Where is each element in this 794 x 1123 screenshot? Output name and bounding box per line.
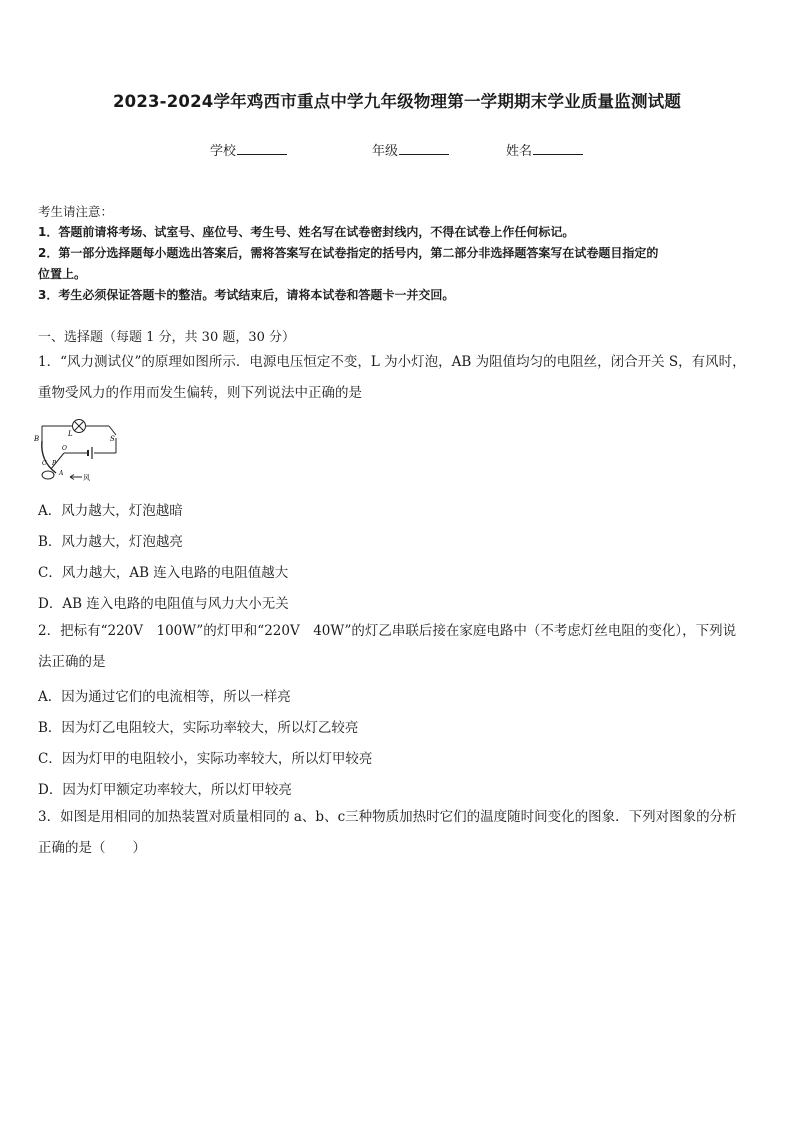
- question-2-option-b[interactable]: B．因为灯乙电阻较大，实际功率较大，所以灯乙较亮: [38, 720, 359, 736]
- question-3: [38, 802, 758, 864]
- page-title: 2023-2024学年鸡西市重点中学九年级物理第一学期期末学业质量监测试题: [112, 92, 682, 111]
- notes-item: 3．考生必须保证答题卡的整洁。考试结束后，请将本试卷和答题卡一并交回。: [38, 288, 455, 302]
- question-1-option-a[interactable]: A．风力越大，灯泡越暗: [38, 503, 183, 519]
- notes-heading: 考生请注意：: [38, 204, 114, 219]
- grade-field: [372, 140, 449, 159]
- label-l: L: [68, 430, 73, 438]
- school-field: [210, 140, 287, 159]
- question-2: [38, 616, 758, 678]
- question-3-line: 正确的是（ ）: [38, 840, 146, 856]
- label-p: P: [52, 460, 57, 467]
- question-2-option-a[interactable]: A．因为通过它们的电流相等，所以一样亮: [38, 689, 291, 705]
- grade-label: 年级: [372, 144, 399, 159]
- switch-icon: [109, 426, 116, 435]
- question-3-line: 3．如图是用相同的加热装置对质量相同的 a、b、c三种物质加热时它们的温度随时间变化的图象．下列对图象的分析: [38, 809, 737, 825]
- notes-item: 位置上。: [38, 267, 87, 281]
- name-label: 姓名: [506, 144, 533, 159]
- notes-item: 2．第一部分选择题每小题选出答案后，需将答案写在试卷指定的括号内，第二部分非选择题答案写在试卷题目指定的: [38, 246, 659, 260]
- school-blank[interactable]: [237, 142, 287, 155]
- label-o: O: [62, 445, 67, 452]
- label-wind: 风: [83, 474, 90, 482]
- wind-tester-circuit-figure: [34, 413, 124, 485]
- name-blank[interactable]: [533, 142, 583, 155]
- school-label: 学校: [210, 144, 237, 159]
- question-1: [38, 347, 758, 409]
- notes-item: 1．答题前请将考场、试室号、座位号、考生号、姓名写在试卷密封线内，不得在试卷上作任何标记。: [38, 225, 575, 239]
- exam-notes: [38, 202, 758, 306]
- question-2-option-c[interactable]: C．因为灯甲的电阻较小，实际功率较大，所以灯甲较亮: [38, 751, 373, 767]
- name-field: [506, 140, 583, 159]
- grade-blank[interactable]: [399, 142, 449, 155]
- question-1-option-d[interactable]: D．AB 连入电路的电阻值与风力大小无关: [38, 596, 289, 612]
- weight-icon: [42, 471, 54, 479]
- question-2-line: 2．把标有“220V 100W”的灯甲和“220V 40W”的灯乙串联后接在家庭电路中（不考虑灯丝电阻的变化），下列说: [38, 623, 737, 639]
- question-2-option-d[interactable]: D．因为灯甲额定功率较大，所以灯甲较亮: [38, 782, 292, 798]
- label-a: A: [59, 470, 64, 477]
- section-heading: 一、选择题（每题 1 分，共 30 题，30 分）: [38, 330, 296, 345]
- resistance-wire-ab: [42, 441, 56, 473]
- question-1-line: 1．“风力测试仪”的原理如图所示．电源电压恒定不变，L 为小灯泡，AB 为阻值均匀的电阻丝，闭合开关 S，有风时，: [38, 354, 746, 370]
- question-1-line: 重物受风力的作用而发生偏转，则下列说法中正确的是: [38, 385, 362, 401]
- label-b: B: [34, 435, 40, 443]
- label-s: S: [110, 435, 115, 443]
- question-1-option-b[interactable]: B．风力越大，灯泡越亮: [38, 534, 183, 550]
- question-2-line: 法正确的是: [38, 654, 106, 670]
- label-c: C: [42, 460, 47, 467]
- question-1-option-c[interactable]: C．风力越大，AB 连入电路的电阻值越大: [38, 565, 289, 581]
